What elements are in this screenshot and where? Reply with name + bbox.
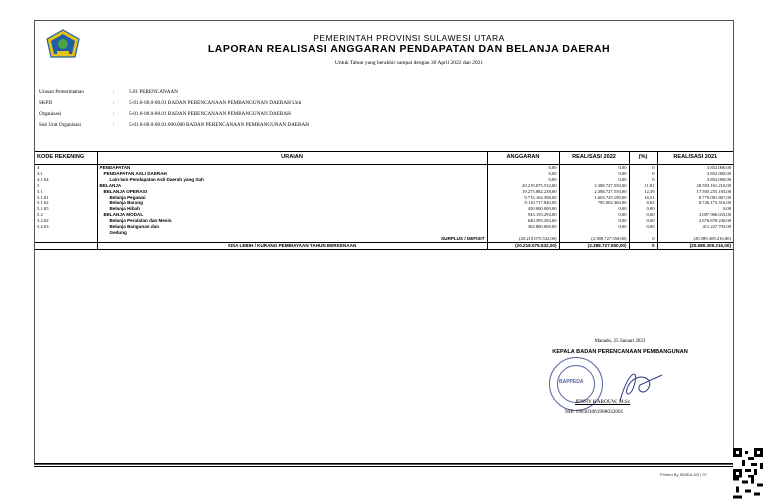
row-percent: 12,39 — [629, 189, 657, 195]
report-info — [39, 87, 309, 131]
row-uraian: Belanja Bangunan dan — [97, 224, 487, 230]
row-anggaran: 943.193.294,00 — [487, 212, 559, 218]
printed-by-label: Printed By SIMDA-NS | 07 — [660, 472, 707, 477]
row-percent: 0 — [629, 171, 657, 177]
row-realisasi-2022: 1.603.725.190,00 — [559, 195, 629, 201]
row-kode: 5 — [37, 182, 40, 188]
row-realisasi-2021: 411.227.793,00 — [657, 224, 733, 230]
sisa-row — [35, 242, 733, 249]
row-percent: 0,00 — [629, 212, 657, 218]
row-uraian: Belanja Barang — [97, 200, 487, 206]
info-sep: : — [113, 100, 115, 106]
row-realisasi-2022: 0,00 — [559, 165, 629, 171]
row-uraian: Lain-lain Pendapatan Asli Daerah yang Sah — [97, 177, 487, 183]
info-row — [39, 109, 309, 120]
sisa-row-anggaran: (20.219.075.532,00) — [487, 242, 559, 249]
surplus-row-percent: 0 — [629, 236, 657, 242]
row-uraian: Belanja Peralatan dan Mesin — [97, 218, 487, 224]
row-realisasi-2022: 785.002.360,00 — [559, 200, 629, 206]
row-kode: 5.2.02 — [37, 218, 49, 224]
row-uraian: Belanja Hibah — [97, 206, 487, 212]
row-anggaran: 450.000.000,00 — [487, 206, 559, 212]
signature-title: KEPALA BADAN PERENCANAAN PEMBANGUNAN — [552, 349, 688, 355]
col-realisasi-2021-header: REALISASI 2021 — [657, 152, 733, 165]
qr-code-secondary-icon — [733, 477, 763, 499]
info-sep: : — [113, 122, 115, 128]
col-uraian-header: URAIAN — [97, 152, 487, 165]
sisa-row-realisasi-2022: (2.388.727.550,00) — [559, 242, 629, 249]
info-sep: : — [113, 89, 115, 95]
qr-code-icon — [733, 448, 763, 478]
row-uraian: BELANJA — [97, 183, 487, 189]
col-realisasi-2022-header: REALISASI 2022 — [559, 152, 629, 165]
row-percent: 0,00 — [629, 206, 657, 212]
report-title: LAPORAN REALISASI ANGGARAN PENDAPATAN DAN BELANJA DAERAH — [207, 43, 611, 55]
row-anggaran: 640.393.294,00 — [487, 218, 559, 224]
row-kode: 5.2 — [37, 212, 43, 218]
row-uraian: PENDAPATAN — [97, 165, 487, 171]
row-anggaran: 0,00 — [487, 165, 559, 171]
table-body — [35, 165, 733, 250]
row-realisasi-2021: 8.726.173.316,00 — [657, 200, 733, 206]
info-value: 5.01 PERENCANAAN — [129, 89, 178, 95]
info-key: SKPD — [39, 100, 53, 106]
row-realisasi-2021: 17.505.255.183,00 — [657, 189, 733, 195]
row-realisasi-2022: 0,00 — [559, 212, 629, 218]
report-period: Untuk Tahun yang berakhir sampai dengan 30 April 2022 dan 2021 — [334, 60, 484, 66]
col-kode-header: KODE REKENING — [35, 152, 97, 165]
row-anggaran: 20.219.075.532,00 — [487, 183, 559, 189]
row-realisasi-2022: 0,00 — [559, 224, 629, 230]
row-percent: 11,81 — [629, 183, 657, 189]
row-kode: 4.1 — [37, 170, 43, 176]
budget-table — [35, 151, 733, 250]
info-row — [39, 87, 309, 98]
report-header-province: PEMERINTAH PROVINSI SULAWESI UTARA — [313, 33, 505, 43]
footer-rule-thin — [34, 466, 734, 467]
row-anggaran: 0,00 — [487, 171, 559, 177]
row-anggaran: 0,00 — [487, 177, 559, 183]
row-percent: 0,00 — [629, 224, 657, 230]
row-realisasi-2021: 0,00 — [657, 206, 733, 212]
sisa-row-label: SISA LEBIH / KURANG PEMBIAYAAN TAHUN BERKENAAN — [97, 242, 487, 249]
row-realisasi-2021: 3.852.000,00 — [657, 165, 733, 171]
row-kode: 5.2.03 — [37, 224, 49, 230]
province-emblem-icon — [45, 29, 81, 61]
row-percent: 0,00 — [629, 218, 657, 224]
row-percent: 8,62 — [629, 200, 657, 206]
table-header-row — [35, 152, 733, 165]
row-uraian: BELANJA MODAL — [97, 212, 487, 218]
row-percent: 16,51 — [629, 195, 657, 201]
row-uraian: Belanja Pegawai — [97, 195, 487, 201]
signature-place-date: Manado, 25 Januari 2023 — [594, 339, 646, 344]
surplus-row-label: SURPLUS / DEFISIT — [97, 236, 487, 242]
row-realisasi-2021: 3.852.000,00 — [657, 171, 733, 177]
col-percent-header: (%) — [629, 152, 657, 165]
row-kode: 5.1 — [37, 188, 43, 194]
row-kode: 5.1.05 — [37, 206, 49, 212]
row-anggaran: 302.800.000,00 — [487, 224, 559, 230]
info-row — [39, 98, 309, 109]
footer-rule — [34, 463, 734, 464]
info-key: Organisasi — [39, 111, 62, 117]
row-kode: 4 — [37, 165, 40, 170]
row-realisasi-2021: 3.852.000,00 — [657, 177, 733, 183]
info-sep: : — [113, 111, 115, 117]
row-percent: 0 — [629, 177, 657, 183]
row-realisasi-2022: 0,00 — [559, 218, 629, 224]
row-realisasi-2022: 2.388.727.550,00 — [559, 189, 629, 195]
row-uraian: Gedung — [97, 230, 487, 236]
total-empty — [35, 242, 97, 249]
sisa-row-realisasi-2021: (20.589.309.216,00) — [657, 242, 733, 249]
info-value: 5-01.0-00.0-00.01.000.000 BADAN PERENCANAAN PEMBANGUNAN DAERAH — [129, 122, 309, 128]
row-anggaran: 19.275.882.238,00 — [487, 189, 559, 195]
row-realisasi-2022: 0,00 — [559, 177, 629, 183]
col-anggaran-header: ANGGARAN — [487, 152, 559, 165]
row-realisasi-2022: 2.388.727.550,00 — [559, 183, 629, 189]
sisa-row-percent: 0 — [629, 242, 657, 249]
signer-nip: NIP. 196301061988032001 — [565, 409, 624, 415]
signature-block — [530, 339, 710, 355]
row-realisasi-2021: 8.779.081.867,00 — [657, 195, 733, 201]
row-realisasi-2021: 2.676.678.240,00 — [657, 218, 733, 224]
signer-name: JENNY KAROUW, M.Sc — [575, 399, 631, 405]
info-key: Sub Unit Organisasi — [39, 122, 81, 128]
row-realisasi-2021: 20.593.161.216,00 — [657, 183, 733, 189]
row-kode: 4.1.04 — [37, 176, 49, 182]
surplus-row-realisasi-2022: (2.388.727.550,00) — [559, 236, 629, 242]
row-uraian: BELANJA OPERASI — [97, 189, 487, 195]
info-key: Urusan Pemerintahan — [39, 89, 84, 95]
info-row — [39, 120, 309, 131]
row-anggaran: 9.110.717.840,00 — [487, 200, 559, 206]
surplus-row-anggaran: (20.219.075.532,00) — [487, 236, 559, 242]
info-value: 5-01.0-00.0-00.01 BADAN PERENCANAAN PEMBANGUNAN DAERAH — [129, 111, 291, 117]
row-percent: 0 — [629, 165, 657, 171]
stamp-label: BAPPEDA — [559, 379, 584, 385]
row-realisasi-2021: 3.087.906.033,00 — [657, 212, 733, 218]
row-realisasi-2022: 0,00 — [559, 206, 629, 212]
row-uraian: PENDAPATAN ASLI DAERAH — [97, 171, 487, 177]
row-realisasi-2022: 0,00 — [559, 171, 629, 177]
row-anggaran: 9.715.164.398,00 — [487, 195, 559, 201]
info-value: 5-01.0-00.0-00.01 BADAN PERENCANAAN PEMBANGUNAN DAERAH Unit — [129, 100, 302, 106]
surplus-row-realisasi-2021: (20.589.309.216,00) — [657, 236, 733, 242]
row-kode: 5.1.02 — [37, 200, 49, 206]
row-kode: 5.1.01 — [37, 194, 49, 200]
report-page — [34, 20, 734, 465]
